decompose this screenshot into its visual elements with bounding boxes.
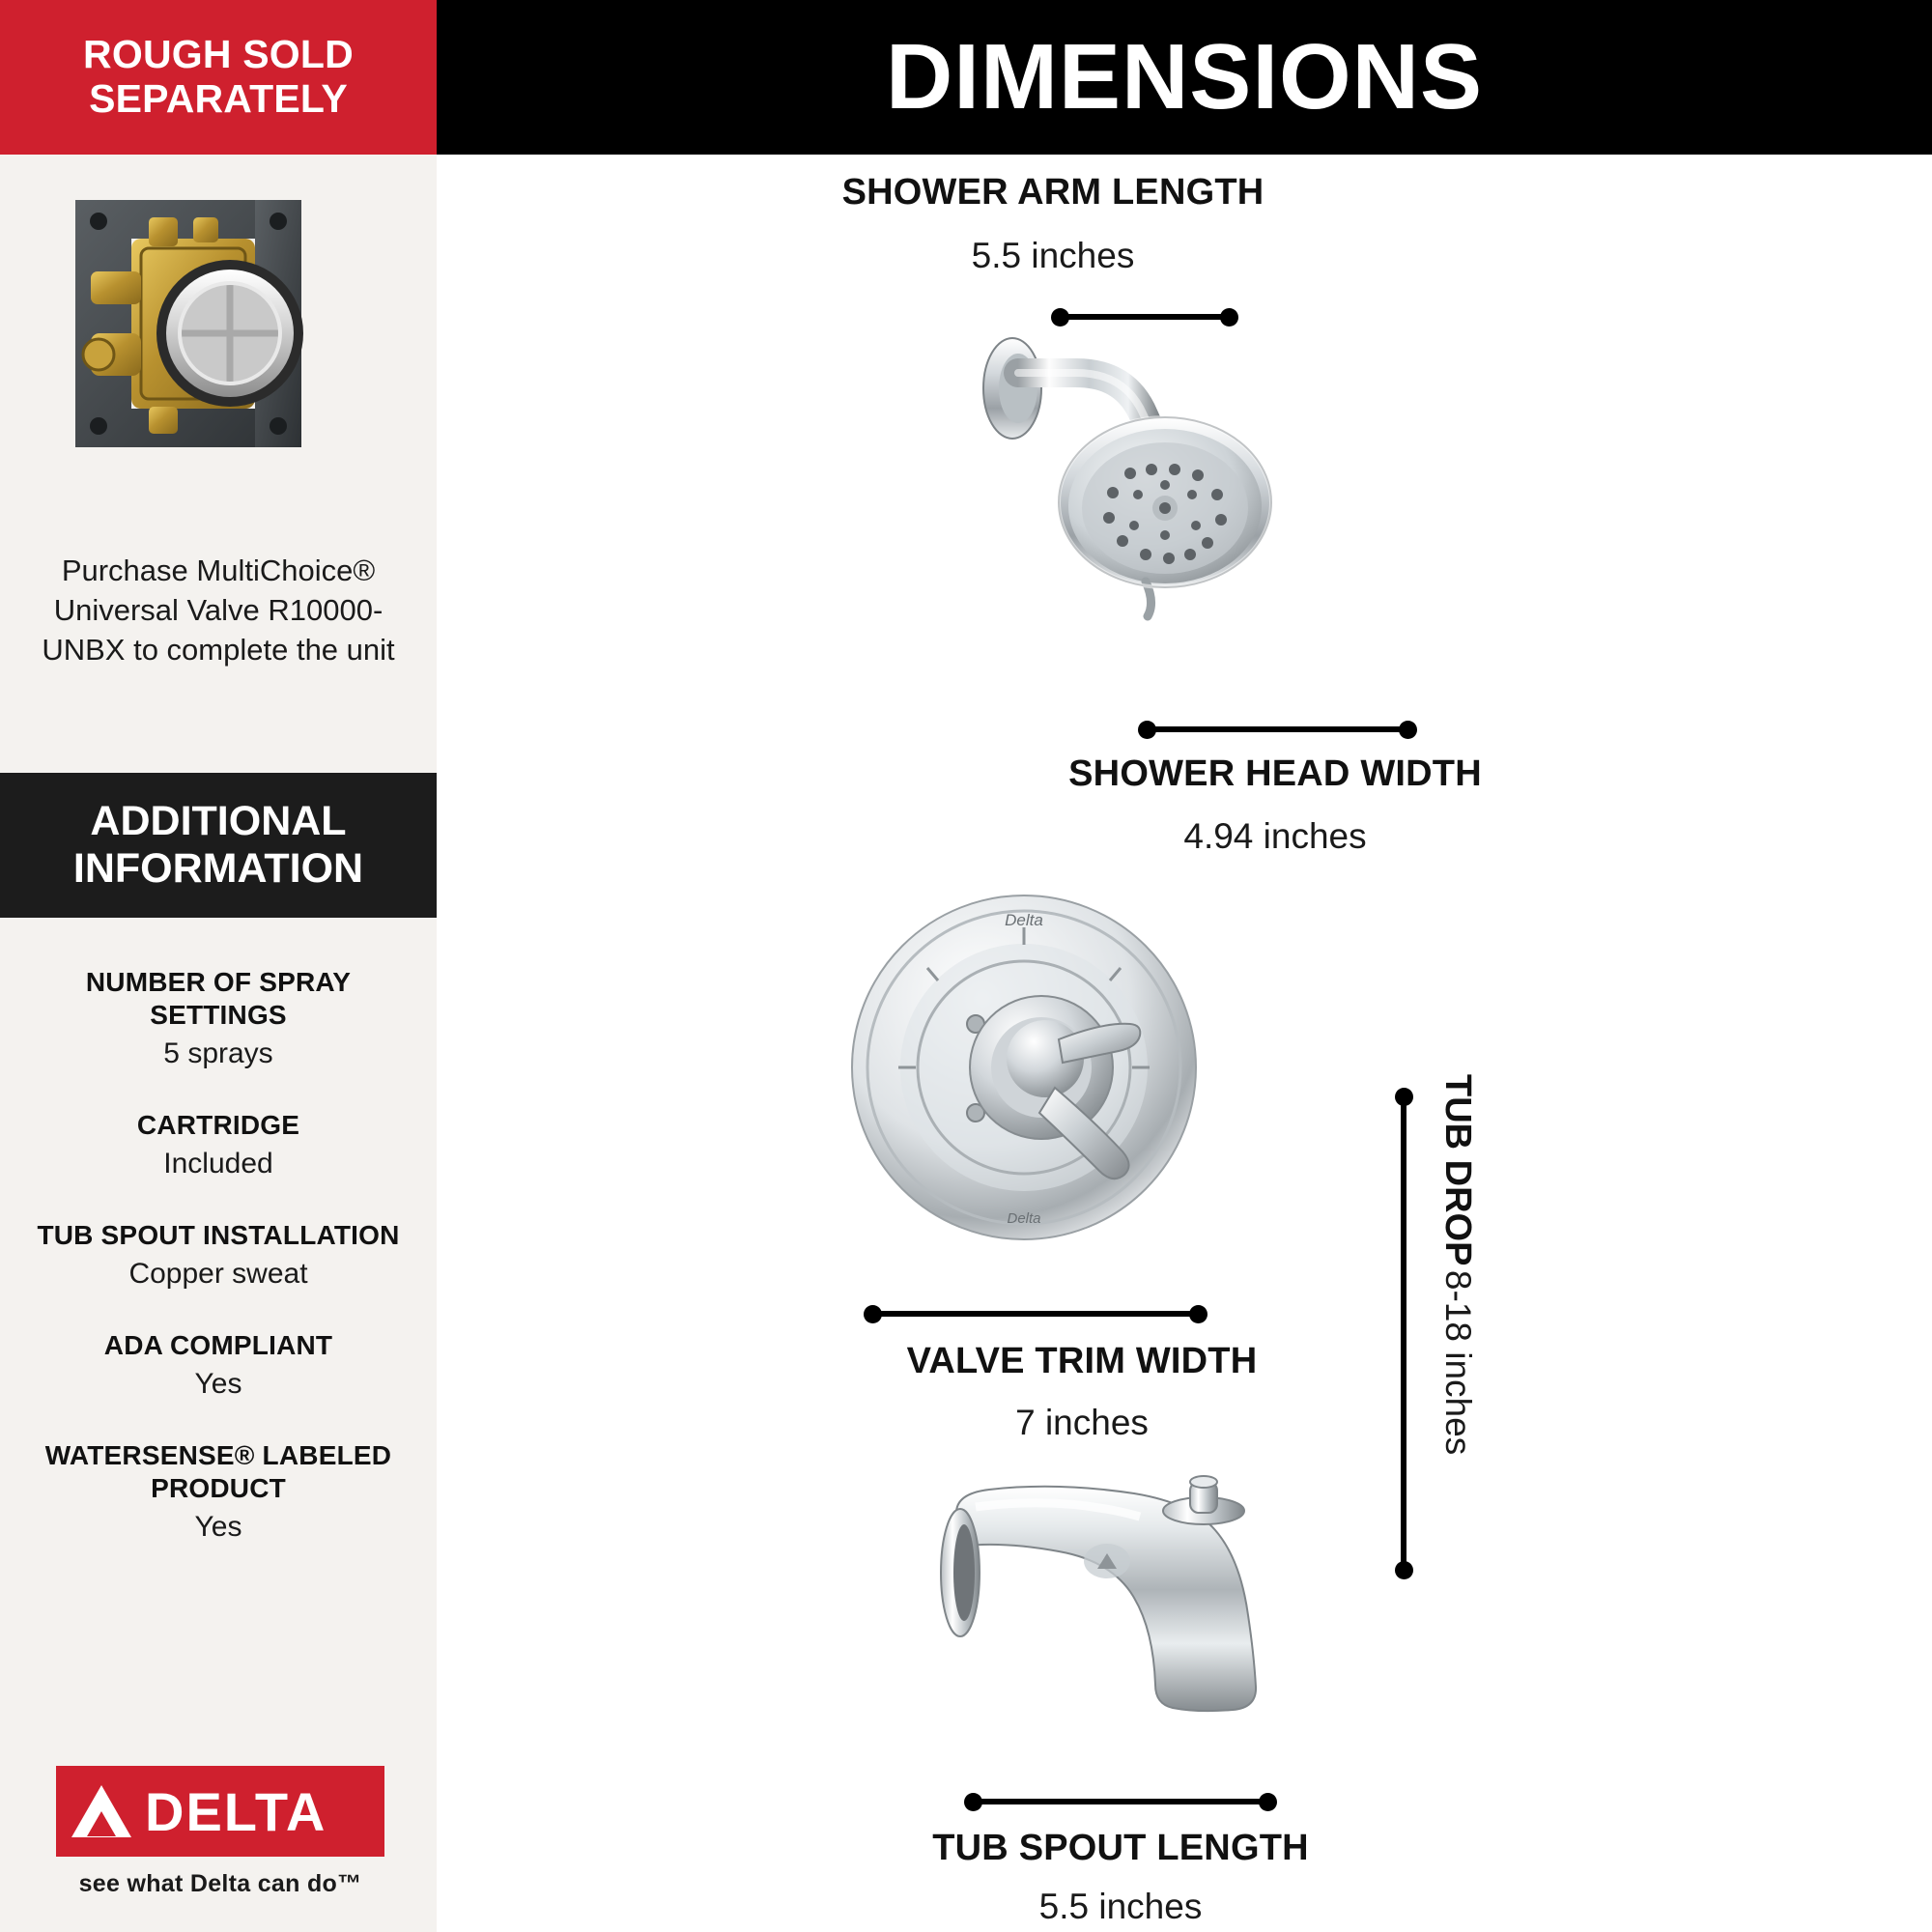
spec-label: ADA COMPLIANT [103, 1329, 333, 1360]
shower-arm-length-measure-bar [1053, 314, 1236, 320]
shower-head-width-measure-bar [1140, 726, 1415, 732]
rough-sold-separately-banner [0, 0, 437, 155]
specification-list [23, 966, 413, 1582]
spec-label: WATERSENSE® LABELED PRODUCT [44, 1439, 392, 1503]
additional-information-label: ADDITIONAL INFORMATION [72, 797, 364, 892]
spec-item [23, 1219, 413, 1293]
spec-value: Copper sweat [128, 1258, 308, 1291]
spec-value: Yes [194, 1511, 242, 1544]
tub-spout-length-label: TUB SPOUT LENGTH [932, 1828, 1309, 1868]
tub-spout-image [918, 1468, 1323, 1797]
valve-trim-width-measure-bar [866, 1311, 1206, 1317]
tub-spout-length-measure-bar [966, 1799, 1275, 1804]
shower-head-image [976, 328, 1323, 696]
svg-text:Delta: Delta [1005, 911, 1043, 929]
spec-value: Yes [194, 1368, 242, 1401]
spec-label: CARTRIDGE [136, 1109, 300, 1140]
tub-spout-length-value: 5.5 inches [1038, 1887, 1203, 1926]
sidebar [0, 0, 437, 1932]
delta-logo-badge [56, 1766, 384, 1857]
rough-valve-image [48, 179, 367, 497]
tub-drop-label: TUB DROP [1437, 1074, 1478, 1266]
tub-drop-annotation [1436, 1074, 1478, 1455]
tub-drop-measure-bar [1401, 1090, 1406, 1577]
shower-arm-length-label: SHOWER ARM LENGTH [841, 172, 1264, 213]
spec-item [23, 1439, 413, 1546]
valve-trim-width-label: VALVE TRIM WIDTH [906, 1341, 1258, 1381]
spec-value: 5 sprays [163, 1037, 273, 1070]
delta-wordmark: DELTA [145, 1780, 327, 1842]
page-title: DIMENSIONS [885, 25, 1484, 128]
shower-arm-length-value: 5.5 inches [971, 236, 1135, 275]
spec-item [23, 1109, 413, 1182]
valve-trim-image [831, 869, 1256, 1275]
delta-logo [56, 1766, 384, 1898]
valve-trim-width-value: 7 inches [1015, 1403, 1149, 1442]
spec-label: NUMBER OF SPRAY SETTINGS [85, 967, 352, 1030]
shower-head-width-value: 4.94 inches [1183, 816, 1367, 856]
rough-valve-caption: Purchase MultiChoice® Universal Valve R10000-UNBX to complete the unit [42, 554, 395, 668]
additional-information-header [0, 773, 437, 918]
spec-item [23, 1329, 413, 1403]
spec-value: Included [163, 1148, 273, 1180]
delta-triangle-icon [71, 1785, 131, 1837]
tub-drop-value: 8-18 inches [1438, 1269, 1478, 1456]
spec-item [23, 966, 413, 1072]
shower-head-width-label: SHOWER HEAD WIDTH [1068, 753, 1482, 794]
dimensions-header [437, 0, 1932, 155]
spec-label: TUB SPOUT INSTALLATION [37, 1219, 400, 1250]
rough-sold-separately-label: ROUGH SOLD SEPARATELY [83, 32, 354, 121]
delta-tagline: see what Delta can do™ [78, 1870, 362, 1897]
svg-text:Delta: Delta [1007, 1210, 1041, 1227]
